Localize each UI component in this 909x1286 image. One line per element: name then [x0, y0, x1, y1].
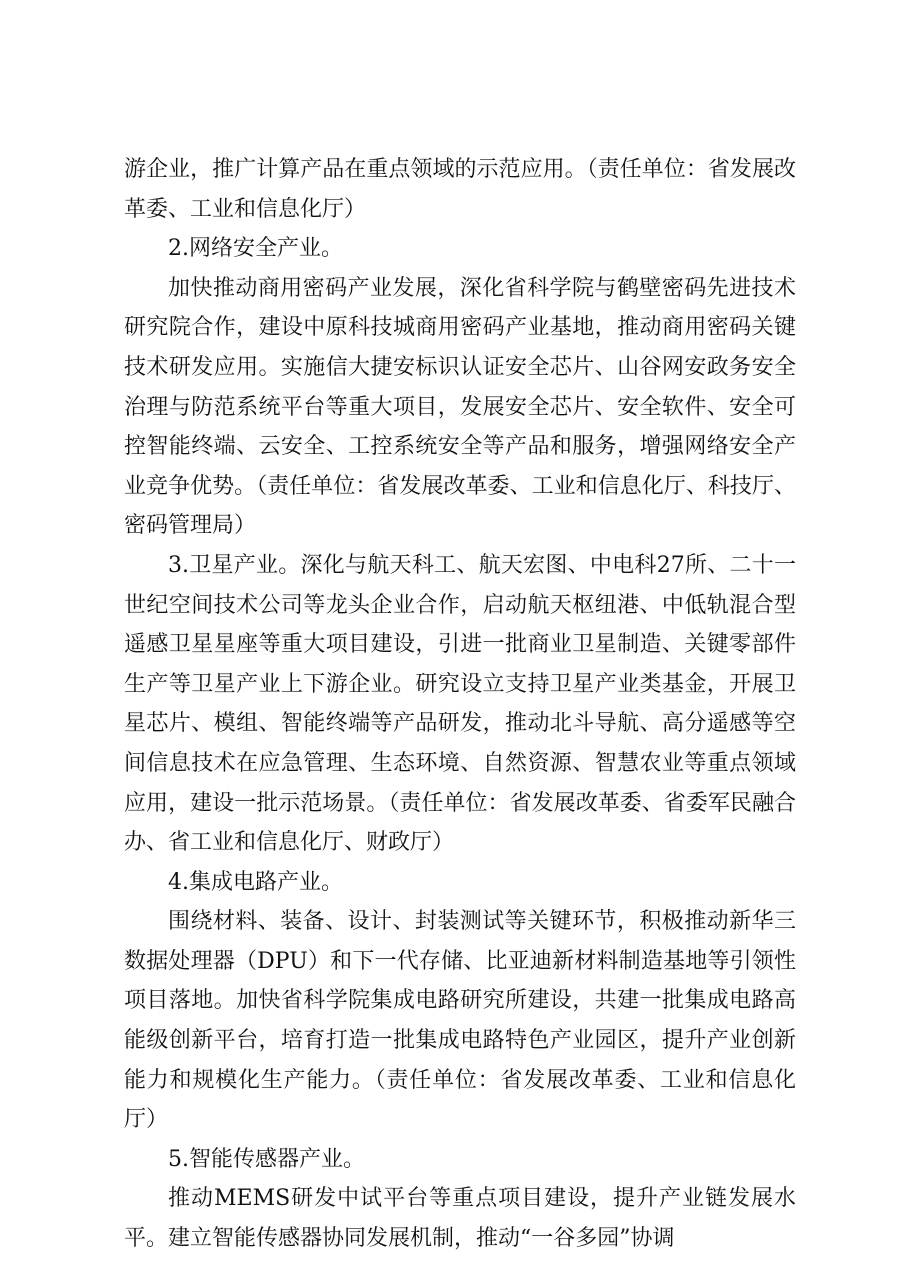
heading-network-security: 2.网络安全产业。 — [168, 236, 343, 262]
paragraph-satellite: 3.卫星产业。深化与航天科工、航天宏图、中电科27所、二十一世纪空间技术公司等龙头企业合作，启动航天枢纽港、中低轨混合型遥感卫星星座等重大项目建设，引进一批商业卫星制造、关键零部件生产等卫星产业上下游企业。研究设立支持卫星产业类基金，开展卫星芯片、模组、智能终端等产品研发，推动北斗导航、高分遥感等空间信息技术在应急管理、生态环境、自然资源、智慧农业等重点领域应用，建设一批示范场景。（责任单位：省发展改革委、省委军民融合办、省工业和信息化厅、财政厅） — [124, 552, 796, 856]
paragraph-1: 游企业，推广计算产品在重点领域的示范应用。（责任单位：省发展改革委、工业和信息化厅） — [124, 157, 796, 222]
paragraph-smart-sensor: 推动MEMS研发中试平台等重点项目建设，提升产业链发展水平。建立智能传感器协同发展机制，推动“一谷多园”协调 — [124, 1186, 796, 1252]
paragraph-network-security: 加快推动商用密码产业发展，深化省科学院与鹤壁密码先进技术研究院合作，建设中原科技城商用密码产业基地，推动商用密码关键技术研发应用。实施信大捷安标识认证安全芯片、山谷网安政务安全治理与防范系统平台等重大项目，发展安全芯片、安全软件、安全可控智能终端、云安全、工控系统安全等产品和服务，增强网络安全产业竞争优势。（责任单位：省发展改革委、工业和信息化厅、科技厅、密码管理局） — [124, 275, 796, 539]
document-body — [124, 150, 796, 1259]
paragraph-integrated-circuit: 围绕材料、装备、设计、封装测试等关键环节，积极推动新华三数据处理器（DPU）和下一代存储、比亚迪新材料制造基地等引领性项目落地。加快省科学院集成电路研究所建设，共建一批集成电路高能级创新平台，培育打造一批集成电路特色产业园区，提升产业创新能力和规模化生产能力。（责任单位：省发展改革委、工业和信息化厅） — [124, 909, 796, 1133]
heading-integrated-circuit: 4.集成电路产业。 — [168, 869, 343, 895]
heading-smart-sensor: 5.智能传感器产业。 — [168, 1146, 365, 1172]
